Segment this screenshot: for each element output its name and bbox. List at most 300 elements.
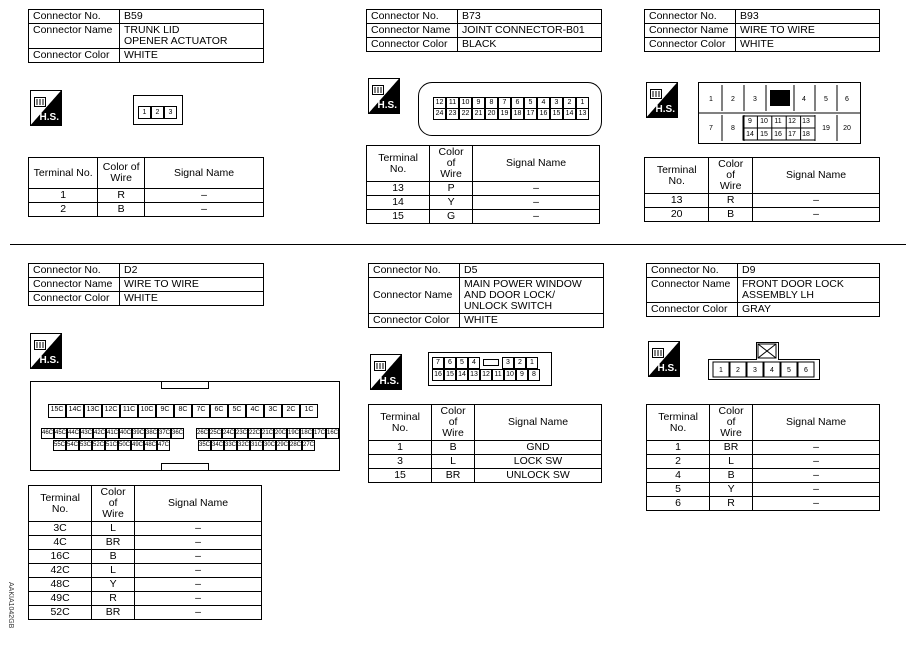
- b59-terminal-table: [28, 157, 264, 217]
- pin: 30C: [263, 440, 276, 451]
- pin: 43C: [80, 428, 93, 439]
- value: D5: [460, 264, 604, 278]
- pin-number: 8: [731, 125, 735, 132]
- cell: B: [92, 550, 135, 564]
- header: Terminal No.: [29, 158, 98, 189]
- value: OPENER ACTUATOR: [124, 35, 228, 47]
- pin: 10: [504, 369, 516, 381]
- figure-code: AAKIA1042GB: [7, 582, 14, 629]
- cell: Y: [92, 578, 135, 592]
- value: TRUNK LID: [124, 24, 180, 36]
- cell: 4C: [29, 536, 92, 550]
- cell: BR: [92, 606, 135, 620]
- pin: 6C: [210, 404, 228, 418]
- cell: 16C: [29, 550, 92, 564]
- pin: 17C: [313, 428, 326, 439]
- header-line: Color of: [102, 161, 140, 173]
- pin: 29C: [276, 440, 289, 451]
- pin-number: 10: [760, 118, 768, 125]
- d9-terminal-table: [646, 404, 880, 511]
- header: [709, 158, 753, 194]
- cell: –: [753, 455, 880, 469]
- cell: –: [135, 536, 262, 550]
- connector-icon: [374, 358, 386, 368]
- cell: L: [432, 455, 475, 469]
- label: Connector Name: [369, 278, 460, 314]
- pin: 2C: [282, 404, 300, 418]
- pin: 39C: [132, 428, 145, 439]
- connector-icon: [652, 345, 664, 355]
- cell: 52C: [29, 606, 92, 620]
- pin: 21: [472, 108, 485, 120]
- pin: 22: [459, 108, 472, 120]
- cell: R: [710, 497, 753, 511]
- cell: L: [92, 564, 135, 578]
- pin: 12: [433, 97, 446, 109]
- table-row: [647, 441, 880, 455]
- header-line: Color of: [438, 146, 464, 169]
- b73-terminal-table: [366, 145, 600, 224]
- label: Connector Color: [369, 314, 460, 328]
- table-row: [645, 208, 880, 222]
- pin-number: 4: [802, 96, 806, 103]
- pin-number: 12: [788, 118, 796, 125]
- header-line: Wire: [440, 168, 462, 180]
- cell: –: [753, 208, 880, 222]
- value: B73: [458, 10, 602, 24]
- pin-number: 6: [845, 96, 849, 103]
- pin: 6: [444, 357, 456, 369]
- pin: 9: [472, 97, 485, 109]
- table-row: [29, 550, 262, 564]
- pin-number: 1: [719, 367, 723, 374]
- header: [430, 146, 473, 182]
- pin: 1: [576, 97, 589, 109]
- pin: 6: [511, 97, 524, 109]
- cell: –: [145, 203, 264, 217]
- pin: 15: [444, 369, 456, 381]
- table-row: [645, 194, 880, 208]
- pin-number: 15: [760, 131, 768, 138]
- cell: L: [710, 455, 753, 469]
- pin: 4: [537, 97, 550, 109]
- pin: 16: [537, 108, 550, 120]
- label: Connector Name: [645, 24, 736, 38]
- cell: –: [473, 210, 600, 224]
- pin: 1C: [300, 404, 318, 418]
- pin: 3: [164, 106, 177, 119]
- blocked-pin: [770, 90, 790, 106]
- pin: 13C: [84, 404, 102, 418]
- pin: 24: [433, 108, 446, 120]
- value: JOINT CONNECTOR-B01: [458, 24, 602, 38]
- cell: B: [432, 441, 475, 455]
- pin: 47C: [157, 440, 170, 451]
- pin: 34C: [211, 440, 224, 451]
- pin: 20: [485, 108, 498, 120]
- pin: 37C: [158, 428, 171, 439]
- value: D2: [120, 264, 264, 278]
- pin: 32C: [237, 440, 250, 451]
- pin: 21C: [261, 428, 274, 439]
- table-row: [29, 578, 262, 592]
- pin: 11: [492, 369, 504, 381]
- value: MAIN POWER WINDOW: [464, 278, 582, 290]
- table-row: [647, 455, 880, 469]
- header: Signal Name: [475, 405, 602, 441]
- b59-connector-face: [133, 95, 183, 125]
- d2-connector-face: [30, 381, 340, 471]
- d5-info-table: [368, 263, 604, 328]
- d5-connector-face: [428, 352, 552, 386]
- header: Signal Name: [753, 405, 880, 441]
- pin-number: 11: [774, 118, 782, 125]
- pin: 36C: [171, 428, 184, 439]
- d9-connector-face: [708, 342, 820, 380]
- pin-number: 1: [709, 96, 713, 103]
- cell: Y: [710, 483, 753, 497]
- pin: 33C: [224, 440, 237, 451]
- pin-number: 3: [753, 367, 757, 374]
- pin: 8: [528, 369, 540, 381]
- pin: 14: [456, 369, 468, 381]
- table-row: [29, 536, 262, 550]
- value: WHITE: [120, 292, 264, 306]
- cell: Y: [430, 196, 473, 210]
- pin: 15: [550, 108, 563, 120]
- label: Connector Color: [647, 303, 738, 317]
- cell: G: [430, 210, 473, 224]
- table-row: [369, 469, 602, 483]
- cell: GND: [475, 441, 602, 455]
- value: AND DOOR LOCK/: [464, 289, 556, 301]
- cell: 48C: [29, 578, 92, 592]
- cell: 6: [647, 497, 710, 511]
- hs-label: H.S.: [39, 112, 59, 123]
- pin: 24C: [222, 428, 235, 439]
- header: Terminal No.: [367, 146, 430, 182]
- header: Signal Name: [135, 486, 262, 522]
- connector-icon: [34, 337, 46, 347]
- label: Connector Name: [367, 24, 458, 38]
- pin: 27C: [302, 440, 315, 451]
- d2-terminal-table: [28, 485, 262, 620]
- cell: 2: [29, 203, 98, 217]
- pin: 3: [502, 357, 514, 369]
- cell: 2: [647, 455, 710, 469]
- pin: 49C: [131, 440, 144, 451]
- pin: 26C: [196, 428, 209, 439]
- b73-info-table: [366, 9, 602, 52]
- value: ASSEMBLY LH: [742, 289, 814, 301]
- pin: 4C: [246, 404, 264, 418]
- value: WHITE: [120, 49, 264, 63]
- header-line: Color of: [718, 405, 744, 428]
- header-line: Wire: [719, 180, 742, 192]
- cell: –: [135, 550, 262, 564]
- cell: –: [753, 194, 880, 208]
- table-row: [647, 497, 880, 511]
- label: Connector No.: [369, 264, 460, 278]
- cell: –: [753, 441, 880, 455]
- harness-side-icon: [370, 354, 402, 390]
- cell: P: [430, 182, 473, 196]
- header-line: Wire: [442, 427, 464, 439]
- pin-number: 17: [788, 131, 796, 138]
- hs-label: H.S.: [39, 355, 59, 366]
- label: Connector Color: [367, 38, 458, 52]
- harness-side-icon: [648, 341, 680, 377]
- value: BLACK: [458, 38, 602, 52]
- pin: 23C: [235, 428, 248, 439]
- cell: 15: [369, 469, 432, 483]
- pin: 1: [526, 357, 538, 369]
- cell: B: [98, 203, 145, 217]
- pin: 51C: [105, 440, 118, 451]
- pin: 3C: [264, 404, 282, 418]
- header-line: Wire: [720, 427, 742, 439]
- pin-number: 6: [804, 367, 808, 374]
- cell: R: [709, 194, 753, 208]
- label: Connector No.: [367, 10, 458, 24]
- table-row: [367, 182, 600, 196]
- table-row: [647, 483, 880, 497]
- pin: 13: [576, 108, 589, 120]
- pin: 2: [151, 106, 164, 119]
- value: D9: [738, 264, 880, 278]
- table-row: [369, 455, 602, 469]
- pin: 7: [498, 97, 511, 109]
- header: [92, 486, 135, 522]
- pin: 3: [550, 97, 563, 109]
- pin: 11: [446, 97, 459, 109]
- table-row: [29, 564, 262, 578]
- pin: 7C: [192, 404, 210, 418]
- hs-label: H.S.: [655, 104, 675, 115]
- key-slot: [480, 357, 502, 368]
- pin: 10C: [138, 404, 156, 418]
- pin: 28C: [289, 440, 302, 451]
- pin-number: 14: [746, 131, 754, 138]
- pin: 35C: [198, 440, 211, 451]
- cell: 14: [367, 196, 430, 210]
- cell: –: [135, 592, 262, 606]
- cell: –: [135, 564, 262, 578]
- pin: 17: [524, 108, 537, 120]
- label: Connector Color: [29, 49, 120, 63]
- b59-info-table: [28, 9, 264, 63]
- cell: UNLOCK SW: [475, 469, 602, 483]
- cell: B: [709, 208, 753, 222]
- header: Signal Name: [753, 158, 880, 194]
- pin: 8C: [174, 404, 192, 418]
- pin: 45C: [54, 428, 67, 439]
- pin: 55C: [53, 440, 66, 451]
- b73-connector-face: [418, 82, 602, 136]
- label: Connector Name: [29, 278, 120, 292]
- harness-side-icon: [368, 78, 400, 114]
- label: Connector No.: [29, 10, 120, 24]
- header: Signal Name: [473, 146, 600, 182]
- header: Signal Name: [145, 158, 264, 189]
- cell: BR: [710, 441, 753, 455]
- value: FRONT DOOR LOCK: [742, 278, 844, 290]
- harness-side-icon: [30, 90, 62, 126]
- cell: 3: [369, 455, 432, 469]
- pin: 54C: [66, 440, 79, 451]
- cell: 13: [367, 182, 430, 196]
- harness-side-icon: [646, 82, 678, 118]
- pin: 38C: [145, 428, 158, 439]
- pin: 44C: [67, 428, 80, 439]
- header-line: Color of: [440, 405, 466, 428]
- pin-number: 16: [774, 131, 782, 138]
- harness-side-icon: [30, 333, 62, 369]
- cell: R: [98, 189, 145, 203]
- header-line: Color of: [100, 486, 126, 509]
- pin: 13: [468, 369, 480, 381]
- cell: 1: [647, 441, 710, 455]
- pin-number: 2: [731, 96, 735, 103]
- table-row: [29, 203, 264, 217]
- header: Terminal No.: [645, 158, 709, 194]
- cell: BR: [432, 469, 475, 483]
- cell: 1: [29, 189, 98, 203]
- cell: 49C: [29, 592, 92, 606]
- cell: R: [92, 592, 135, 606]
- pin-number: 3: [753, 96, 757, 103]
- connector-icon: [34, 94, 46, 104]
- pin: 42C: [93, 428, 106, 439]
- pin: 50C: [118, 440, 131, 451]
- pin: 52C: [92, 440, 105, 451]
- pin: 8: [485, 97, 498, 109]
- table-row: [29, 522, 262, 536]
- pin: 2: [563, 97, 576, 109]
- cell: 4: [647, 469, 710, 483]
- pin: 7: [432, 357, 444, 369]
- pin: 40C: [119, 428, 132, 439]
- cell: –: [135, 606, 262, 620]
- pin: 9C: [156, 404, 174, 418]
- value: WHITE: [460, 314, 604, 328]
- pin-number: 13: [802, 118, 810, 125]
- cell: 20: [645, 208, 709, 222]
- header: Terminal No.: [369, 405, 432, 441]
- pin-number: 2: [736, 367, 740, 374]
- pin: 23: [446, 108, 459, 120]
- pin-number: 20: [843, 125, 851, 132]
- pin-number: 5: [787, 367, 791, 374]
- connector-icon: [372, 82, 384, 92]
- table-row: [29, 606, 262, 620]
- cell: 42C: [29, 564, 92, 578]
- pin: 1: [138, 106, 151, 119]
- pin: 15C: [48, 404, 66, 418]
- value: UNLOCK SWITCH: [464, 300, 553, 312]
- table-row: [367, 210, 600, 224]
- pin: 19: [498, 108, 511, 120]
- value: B93: [736, 10, 880, 24]
- hs-label: H.S.: [657, 363, 677, 374]
- pin: 48C: [144, 440, 157, 451]
- cell: –: [473, 196, 600, 210]
- pin-number: 9: [748, 118, 752, 125]
- pin: 10: [459, 97, 472, 109]
- pin: 9: [516, 369, 528, 381]
- cell: –: [753, 497, 880, 511]
- label: Connector No.: [29, 264, 120, 278]
- pin: 22C: [248, 428, 261, 439]
- cell: B: [710, 469, 753, 483]
- table-row: [647, 469, 880, 483]
- value: GRAY: [738, 303, 880, 317]
- pin: 31C: [250, 440, 263, 451]
- pin: 16: [432, 369, 444, 381]
- table-row: [29, 189, 264, 203]
- pin: 16C: [326, 428, 339, 439]
- table-row: [29, 592, 262, 606]
- d9-info-table: [646, 263, 880, 317]
- header-line: Wire: [102, 508, 124, 520]
- label: Connector Color: [645, 38, 736, 52]
- pin: 4: [468, 357, 480, 369]
- cell: L: [92, 522, 135, 536]
- cell: 3C: [29, 522, 92, 536]
- header-line: Wire: [110, 172, 132, 184]
- header: [98, 158, 145, 189]
- hs-label: H.S.: [377, 100, 397, 111]
- label: Connector Name: [647, 278, 738, 303]
- table-row: [369, 441, 602, 455]
- d2-info-table: [28, 263, 264, 306]
- cell: –: [145, 189, 264, 203]
- header: Terminal No.: [647, 405, 710, 441]
- pin: 19C: [287, 428, 300, 439]
- label: Connector No.: [645, 10, 736, 24]
- label: Connector Name: [29, 24, 120, 49]
- value: WHITE: [736, 38, 880, 52]
- cell: –: [135, 522, 262, 536]
- cell: –: [753, 469, 880, 483]
- cell: –: [473, 182, 600, 196]
- cell: 1: [369, 441, 432, 455]
- pin: 14: [563, 108, 576, 120]
- pin: 5C: [228, 404, 246, 418]
- section-divider: [10, 244, 906, 245]
- value: WIRE TO WIRE: [736, 24, 880, 38]
- pin: 12C: [102, 404, 120, 418]
- cell: 5: [647, 483, 710, 497]
- pin: 5: [456, 357, 468, 369]
- pin: 18: [511, 108, 524, 120]
- pin: 11C: [120, 404, 138, 418]
- cell: LOCK SW: [475, 455, 602, 469]
- hs-label: H.S.: [379, 376, 399, 387]
- pin: 5: [524, 97, 537, 109]
- table-row: [367, 196, 600, 210]
- cell: 13: [645, 194, 709, 208]
- value: B59: [120, 10, 264, 24]
- pin: 53C: [79, 440, 92, 451]
- d5-terminal-table: [368, 404, 602, 483]
- pin-number: 19: [822, 125, 830, 132]
- cell: –: [135, 578, 262, 592]
- pin: 2: [514, 357, 526, 369]
- pin: 41C: [106, 428, 119, 439]
- pin-number: 5: [824, 96, 828, 103]
- label: Connector Color: [29, 292, 120, 306]
